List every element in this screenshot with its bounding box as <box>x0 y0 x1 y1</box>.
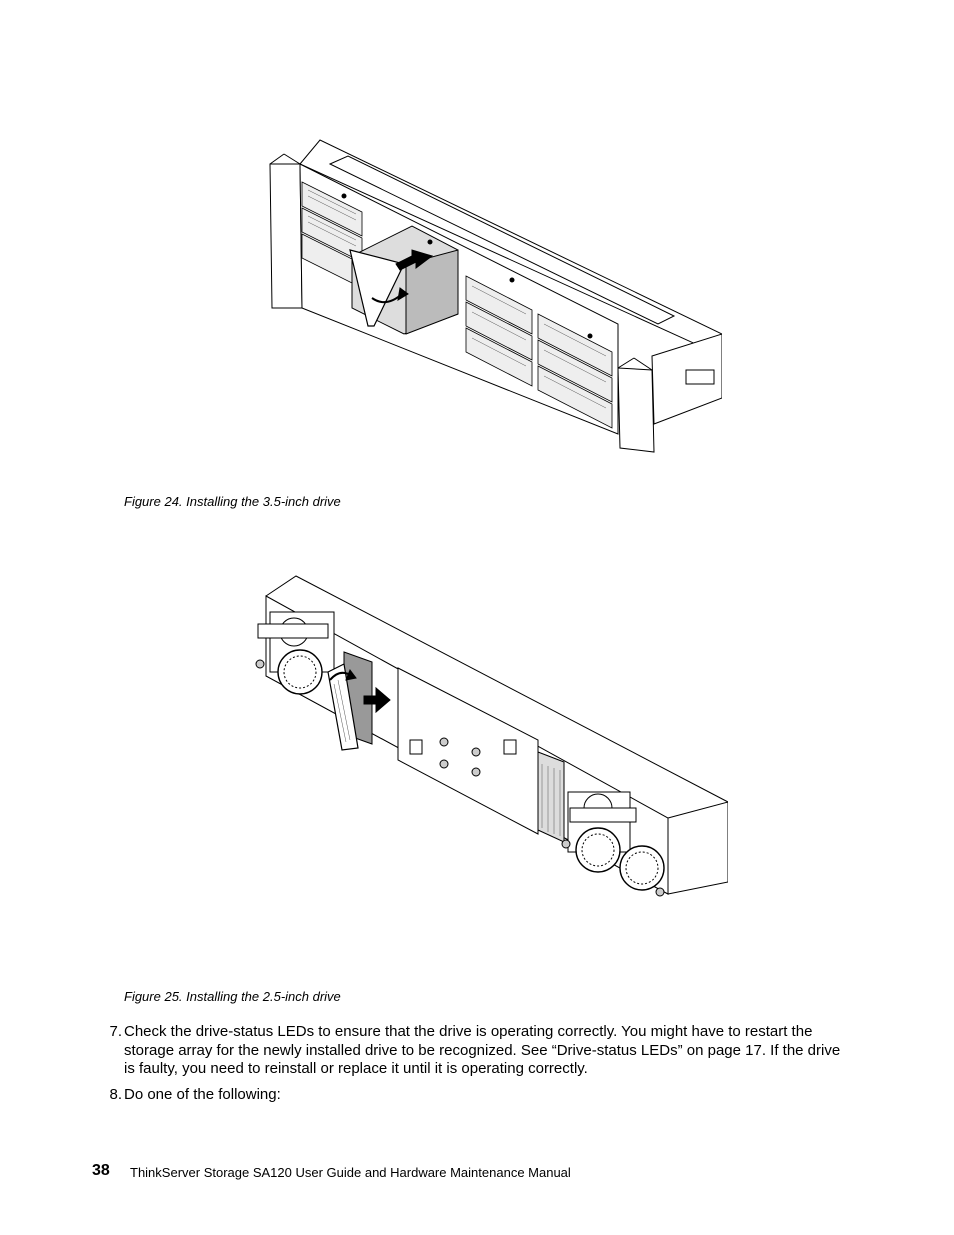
document-title: ThinkServer Storage SA120 User Guide and Hardware Maintenance Manual <box>130 1165 571 1180</box>
figure-24-caption: Figure 24. Installing the 3.5-inch drive <box>124 494 341 509</box>
step-number: 8. <box>109 1086 122 1103</box>
figure-25-illustration <box>248 572 728 912</box>
page-number: 38 <box>92 1162 110 1179</box>
figure-25-caption: Figure 25. Installing the 2.5-inch drive <box>124 989 341 1004</box>
step-text: Do one of the following: <box>124 1086 281 1103</box>
figure-24-illustration <box>262 138 722 460</box>
step-number: 7. <box>109 1023 122 1040</box>
step-text: Check the drive-status LEDs to ensure that the drive is operating correctly. You might have to restart the storage array for the newly installed drive to be recognized. See “Drive-status LEDs” on page 17. If the drive is faulty, you need to reinstall or replace it until it is operating correctly. <box>124 1023 841 1077</box>
